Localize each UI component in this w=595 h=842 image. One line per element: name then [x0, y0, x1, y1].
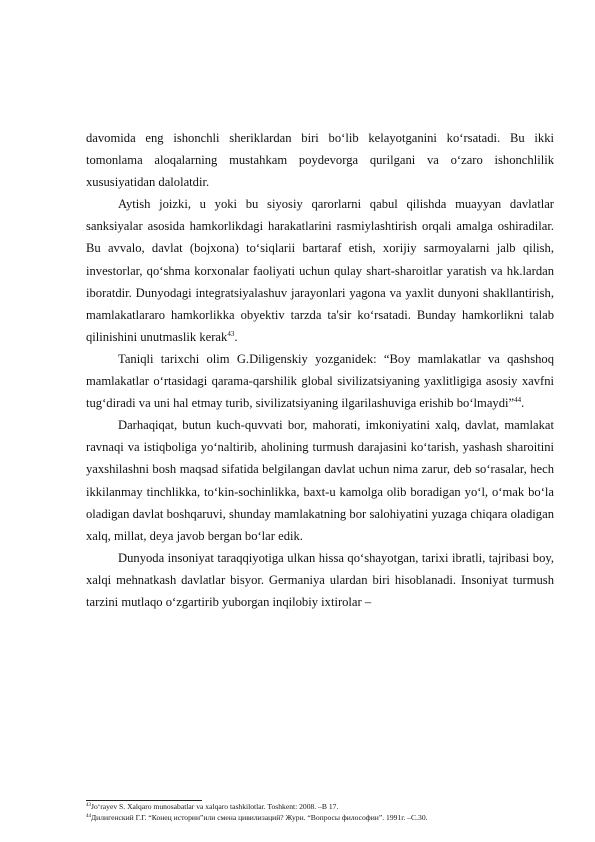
paragraph-3 — [86, 348, 554, 414]
footnote-43-text: Jo‘rayev S. Xalqaro munosabatlar va xalqaro tashkilotlar. Toshkent: 2008. –B 17. — [91, 802, 339, 811]
paragraph-3-text: Taniqli tarixchi olim G.Diligenskiy yozganidek: “Boy mamlakatlar va qashshoq mamlakatlar o‘rtasidagi qarama-qarshilik global sivilizatsiyaning yaxlitligiga asosiy xavfni tug‘diradi va uni hal etmay turib, sivilizatsiyaning ilgarilashuviga erishib bo‘lmaydi” — [86, 351, 554, 411]
footnote-44-text: Дилигенский Г.Г. “Конец истории”или смена цивилизаций? Журн. “Вопросы философии”. 1991г. –С.30. — [91, 813, 428, 822]
paragraph-2-end: . — [234, 329, 238, 344]
paragraph-2-text: Aytish joizki, u yoki bu siyosiy qarorlarni qabul qilishda muayyan davlatlar sanksiyalar asosida hamkorlikdagi harakatlarini rasmiylashtirish orqali amalga oshiradilar. Bu avvalo, davlat (bojxona) to‘siqlarii bartaraf etish, xorijiy sarmoyalarni jalb qilish, investorlar, qo‘shma korxonalar faoliyati uchun qulay shart-sharoitlar yaratish va hk.lardan iboratdir. Dunyodagi integratsiyalashuv jarayonlari yagona va yaxlit dunyoni shakllantirish, mamlakatlararo hamkorlikka obyektiv tarzda ta'sir ko‘rsatadi. Bunday hamkorlikni talab qilinishini unutmaslik kerak — [86, 197, 554, 344]
footnotes — [86, 801, 554, 823]
footnote-ref-43: 43 — [227, 329, 235, 338]
footnote-44-number: 44 — [86, 814, 91, 819]
footnote-43 — [86, 801, 554, 812]
main-text — [86, 127, 554, 613]
paragraph-2 — [86, 193, 554, 348]
paragraph-4: Darhaqiqat, butun kuch-quvvati bor, mahorati, imkoniyatini xalq, davlat, mamlakat ravnaqi va istiqboliga yo‘naltirib, aholining turmush darajasini ko‘tarish, yashash sharoitini yaxshilashni bosh maqsad sifatida belgilangan davlat uchun nima zarur, deb so‘rasalar, hech ikkilanmay tinchlikka, to‘kin-sochinlikka, baxt-u kamolga olib boradigan yo‘l, o‘mak bo‘la oladigan davlat boshqaruvi, shunday mamlakatning bor salohiyatini yuzaga chiqara oladigan xalq, millat, deya javob bergan bo‘lar edik. — [86, 418, 554, 543]
footnote-ref-44: 44 — [514, 396, 522, 405]
paragraph-5: Dunyoda insoniyat taraqqiyotiga ulkan hissa qo‘shayotgan, tarixi ibratli, tajribasi boy, xalqi mehnatkash davlatlar bisyor. Germaniya ulardan biri hisoblanadi. Insoniyat turmush tarzini mutlaqo o‘zgartirib yuborgan inqilobiy ixtirolar – — [86, 550, 554, 609]
footnote-44 — [86, 812, 554, 823]
paragraph-1: davomida eng ishonchli sheriklardan biri bo‘lib kelayotganini ko‘rsatadi. Bu ikki tomonlama aloqalarning mustahkam poydevorga qurilgani va o‘zaro ishonchlilik xususiyatidan dalolatdir. — [86, 131, 554, 190]
footnote-43-number: 43 — [86, 803, 91, 808]
paragraph-3-end: . — [521, 396, 525, 411]
